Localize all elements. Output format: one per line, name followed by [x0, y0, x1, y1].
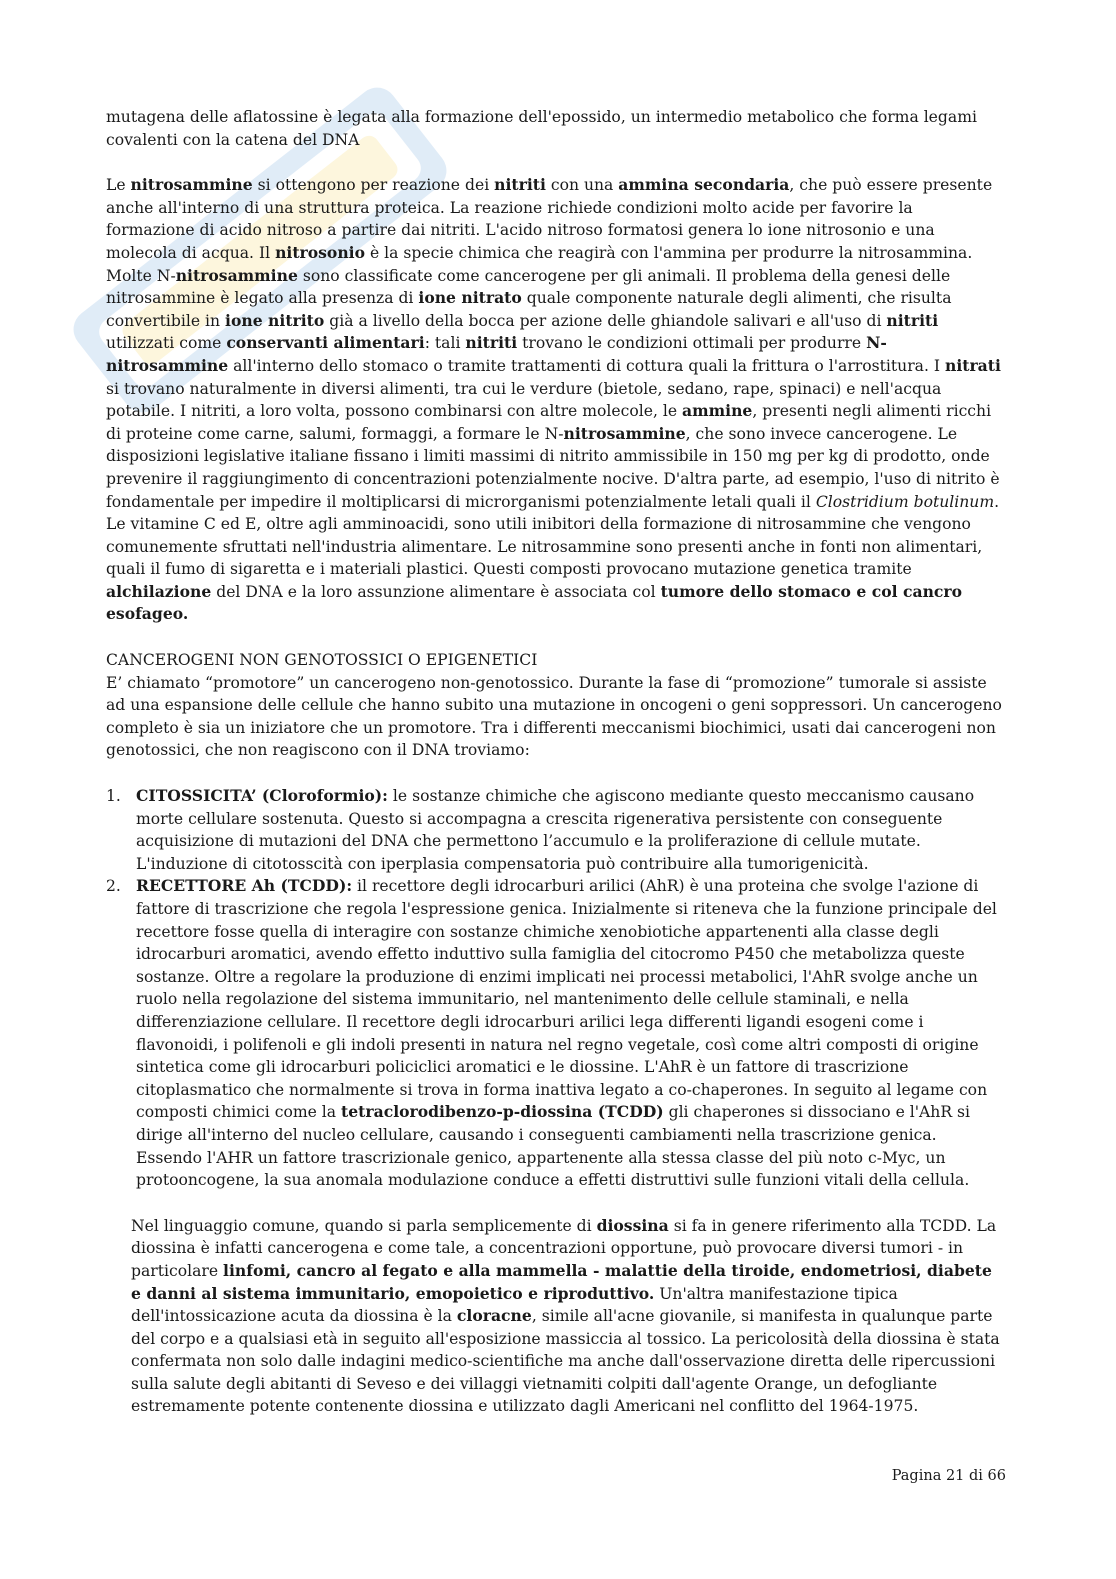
text-run: all'interno dello stomaco o tramite trattamenti di cottura quali la frittura o l'arrostitura. I — [228, 356, 945, 375]
text-run: è la specie chimica che reagirà con l'ammina per produrre la nitrosammina. Molte N- — [106, 243, 973, 285]
bold-term: nitriti — [465, 333, 518, 353]
text-run: il recettore degli idrocarburi arilici (AhR) è una proteina che svolge l'azione di fattore di trascrizione che regola l'espressione genica. Inizialmente si riteneva che la funzione principale del recettore fosse quella di interagire con sostanze chimiche xenobiotiche appartenenti alla classe degli idrocarburi aromatici, avendo effetto induttivo sulla famiglia del citocromo P450 che metabolizza queste sostanze. Oltre a regolare la produzione di enzimi implicati nei processi metabolici, l'AhR svolge anche un ruolo nella regolazione del sistema immunitario, nel mantenimento delle cellule staminali, e nella differenziazione cellulare. Il recettore degli idrocarburi arilici lega differenti ligandi esogeni come i flavonoidi, i polifenoli e gli indoli presenti in natura nel regno vegetale, così come altri composti di origine sintetica come gli idrocarburi policiclici aromatici e le diossine. L'AhR è un fattore di trascrizione citoplasmatico che normalmente si trova in forma inattiva legato a co-chaperones. In seguito al legame con composti chimici come la — [136, 877, 997, 1122]
text-run: Le — [106, 176, 131, 195]
bold-term: nitrosammine — [130, 175, 253, 195]
paragraph-aflatossine: mutagena delle aflatossine è legata alla formazione dell'epossido, un intermedio metabolico che forma legami covalenti con la catena del DNA — [106, 108, 977, 149]
text-run: Nel linguaggio comune, quando si parla semplicemente di — [131, 1216, 597, 1235]
text-run: si trovano naturalmente in diversi alimenti, tra cui le verdure (bietole, sedano, rape, spinaci) e nell'acqua potabile. I nitriti, a loro volta, possono combinarsi con altre molecole, le — [106, 379, 942, 421]
bold-term: nitrati — [944, 355, 1001, 375]
italic-term: Clostridium botulinum — [815, 492, 995, 511]
text-run: . Le vitamine C ed E, oltre agli amminoacidi, sono utili inibitori della formazione di nitrosammine che vengono comunemente sfruttati nell'industria alimentare. Le nitrosammine sono presenti anche in fonti non alimentari, quali il fumo di sigaretta e i materiali plastici. Questi composti provocano mutazione genetica tramite — [106, 492, 1000, 579]
list-item — [106, 875, 1006, 1191]
text-run: sono classificate come cancerogene per gli animali. Il problema della genesi delle nitrosammine è legato alla presenza di — [106, 266, 951, 308]
document-page — [106, 106, 1006, 1418]
paragraph-nitrosammine — [106, 174, 1006, 626]
text-run: con una — [545, 176, 619, 195]
bold-term: nitriti — [886, 310, 939, 330]
paragraph-diossina — [106, 1215, 1006, 1418]
text-run: , che può essere presente anche all'interno di una struttura proteica. La reazione richiede condizioni molto acide per favorire la formazione di acido nitroso a partire dai nitriti. L'acido nitroso formatosi genera lo ione nitrosonio e una molecola di acqua. Il — [106, 176, 993, 262]
text-run: utilizzati come — [106, 334, 227, 353]
text-run: si ottengono per reazione dei — [252, 176, 495, 195]
bold-term: linfomi, cancro al fegato e alla mammella - malattie della tiroide, endometriosi, diabete e danni al sistema immunitario, emopoietico e riproduttivo. — [131, 1260, 992, 1303]
list-item-text — [136, 787, 974, 873]
bold-term: tetraclorodibenzo-p-diossina (TCDD) — [341, 1102, 664, 1122]
text-run: si fa in genere riferimento alla TCDD. La diossina è infatti cancerogena e come tale, a concentrazioni opportune, può provocare diversi tumori - in particolare — [131, 1216, 997, 1280]
bold-term: alchilazione — [106, 581, 212, 601]
text-run: quale componente naturale degli alimenti, che risulta convertibile in — [106, 289, 952, 330]
mechanisms-list — [106, 785, 1006, 1192]
text-run: del DNA e la loro assunzione alimentare è associata col — [211, 582, 661, 601]
bold-term: CITOSSICITA’ (Cloroformio): — [136, 786, 388, 806]
page-number: Pagina 21 di 66 — [891, 1468, 1006, 1484]
list-item-text — [136, 877, 997, 1189]
bold-term: nitrosammine — [175, 265, 298, 285]
text-run: : tali — [424, 334, 466, 353]
bold-term: RECETTORE Ah (TCDD): — [136, 876, 353, 896]
text-run: le sostanze chimiche che agiscono mediante questo meccanismo causano morte cellulare sostenuta. Questo si accompagna a crescita rigenerativa persistente con conseguente acquisizione di mutazioni del DNA che permettono l’accumulo e la proliferazione di cellule mutate. L'induzione di citotosscità con iperplasia compensatoria può contribuire alla tumorigenicità. — [136, 787, 975, 873]
text-run: , presenti negli alimenti ricchi di proteine come carne, salumi, formaggi, a formare le N- — [106, 402, 992, 443]
bold-term: nitrosonio — [275, 242, 365, 262]
text-run: gli chaperones si dissociano e l'AhR si dirige all'interno del nucleo cellulare, causando i conseguenti cambiamenti nella trascrizione genica. Essendo l'AHR un fattore trascrizionale genico, appartenente alla stessa classe del più noto c-Myc, un protooncogene, la sua anomala modulazione conduce a effetti distruttivi sulle funzioni vitali della cellula. — [136, 1103, 971, 1190]
text-run: , simile all'acne giovanile, si manifesta in qualunque parte del corpo e a qualsiasi età in seguito all'esposizione massiccia al tossico. La pericolosità della diossina è stata confermata non solo dalle indagini medico-scientifiche ma anche dall'osservazione diretta delle ripercussioni sulla salute degli abitanti di Seveso e dei villaggi vietnamiti colpiti dall'agente Orange, un defogliante estremamente potente contenente diossina e utilizzato dagli Americani nel conflitto del 1964-1975. — [131, 1307, 1000, 1416]
paragraph-promotore: E’ chiamato “promotore” un cancerogeno non-genotossico. Durante la fase di “promozione” tumorale si assiste ad una espansione delle cellule che hanno subito una mutazione in oncogeni o geni soppressori. Un cancerogeno completo è sia un iniziatore che un promotore. Tra i differenti meccanismi biochimici, usati dai cancerogeni non genotossici, che non reagiscono con il DNA troviamo: — [106, 673, 1002, 760]
bold-term: conservanti alimentari — [226, 333, 425, 353]
bold-term: cloracne — [456, 1306, 532, 1326]
bold-term: ammine — [682, 401, 753, 421]
bold-term: ione nitrato — [418, 288, 522, 308]
text-run: già a livello della bocca per azione delle ghiandole salivari e all'uso di — [324, 311, 887, 330]
bold-term: nitrosammine — [563, 423, 686, 443]
bold-term: ammina secondaria — [618, 175, 790, 195]
text-run: trovano le condizioni ottimali per produrre — [517, 334, 867, 353]
list-item — [106, 785, 1006, 875]
section-heading: CANCEROGENI NON GENOTOSSICI O EPIGENETICI — [106, 651, 538, 670]
text-run: , che sono invece cancerogene. Le disposizioni legislative italiane fissano i limiti massimi di nitrito ammissibile in 150 mg per kg di prodotto, onde prevenire il raggiungimento di concentrazioni potenzialmente nocive. D'altra parte, ad esempio, l'uso di nitrito è fondamentale per impedire il moltiplicarsi di microrganismi potenzialmente letali quali il — [106, 424, 1000, 511]
bold-term: diossina — [596, 1215, 669, 1235]
bold-term: ione nitrito — [225, 310, 325, 330]
bold-term: nitriti — [494, 175, 546, 195]
bold-term: N-nitrosammine — [106, 333, 887, 375]
bold-term: tumore dello stomaco e col cancro esofageo. — [106, 581, 963, 624]
list-number: 2. — [106, 877, 121, 896]
text-run: Un'altra manifestazione tipica dell'intossicazione acuta da diossina è la — [131, 1284, 898, 1326]
list-number: 1. — [106, 787, 121, 806]
